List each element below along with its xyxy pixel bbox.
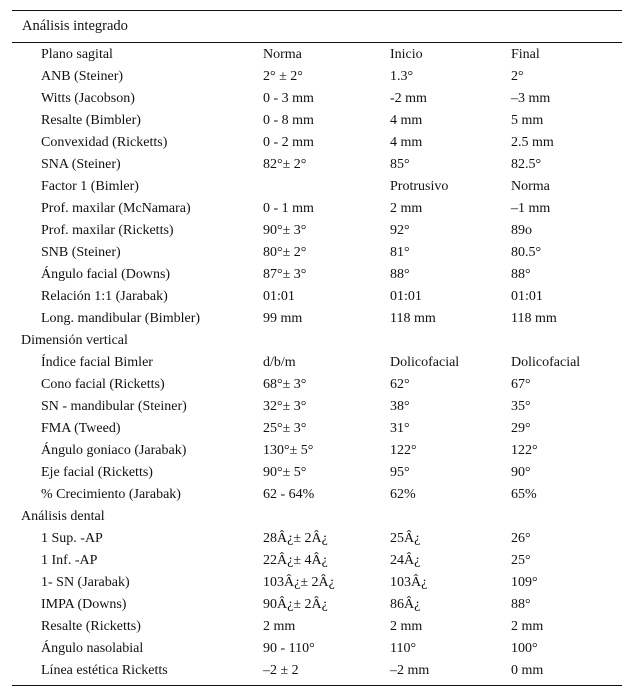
- metric-name: SNB (Steiner): [41, 245, 121, 260]
- norm-value: 32°± 3°: [263, 399, 307, 414]
- table-row: [12, 66, 622, 88]
- metric-name: IMPA (Downs): [41, 597, 127, 612]
- initial-value: 2 mm: [390, 201, 423, 216]
- metric-name: Dimensión vertical: [21, 333, 128, 348]
- final-value: 2 mm: [511, 619, 544, 634]
- table-row: [12, 154, 622, 176]
- norm-value: 22Â¿± 4Â¿: [263, 553, 328, 568]
- table-row: [12, 484, 622, 506]
- table-row: [12, 242, 622, 264]
- metric-name: Prof. maxilar (McNamara): [41, 201, 191, 216]
- norm-value: d/b/m: [263, 355, 296, 370]
- metric-name: Plano sagital: [41, 47, 113, 62]
- metric-name: 1 Inf. -AP: [41, 553, 98, 568]
- metric-name: ANB (Steiner): [41, 69, 124, 84]
- initial-value: Protrusivo: [390, 179, 449, 194]
- metric-name: Cono facial (Ricketts): [41, 377, 165, 392]
- table-body: [12, 43, 622, 685]
- initial-value: 38°: [390, 399, 410, 414]
- table-row: [12, 220, 622, 242]
- metric-name: Ángulo facial (Downs): [41, 267, 171, 282]
- metric-name: Resalte (Ricketts): [41, 619, 141, 634]
- norm-value: 01:01: [263, 289, 295, 304]
- final-value: 100°: [511, 641, 538, 656]
- metric-name: Witts (Jacobson): [41, 91, 135, 106]
- final-value: 88°: [511, 597, 531, 612]
- metric-name: Índice facial Bimler: [41, 355, 153, 370]
- metric-name: Ángulo nasolabial: [41, 641, 144, 656]
- norm-value: 2 mm: [263, 619, 296, 634]
- table-row: [12, 550, 622, 572]
- initial-value: 25Â¿: [390, 531, 421, 546]
- final-value: 5 mm: [511, 113, 544, 128]
- final-value: 109°: [511, 575, 538, 590]
- metric-name: Resalte (Bimbler): [41, 113, 141, 128]
- metric-name: 1 Sup. -AP: [41, 531, 103, 546]
- table-row: [12, 132, 622, 154]
- initial-value: Dolicofacial: [390, 355, 460, 370]
- norm-value: 103Â¿± 2Â¿: [263, 575, 335, 590]
- final-value: 25°: [511, 553, 531, 568]
- final-value: Final: [511, 47, 540, 62]
- initial-value: 86Â¿: [390, 597, 421, 612]
- final-value: 2°: [511, 69, 524, 84]
- initial-value: 103Â¿: [390, 575, 428, 590]
- initial-value: 62°: [390, 377, 410, 392]
- final-value: 80.5°: [511, 245, 542, 260]
- metric-name: SNA (Steiner): [41, 157, 121, 172]
- norm-value: 25°± 3°: [263, 421, 307, 436]
- bottom-rule: [12, 685, 622, 686]
- table-row: [12, 396, 622, 418]
- final-value: 35°: [511, 399, 531, 414]
- initial-value: 92°: [390, 223, 410, 238]
- norm-value: 90°± 5°: [263, 465, 307, 480]
- norm-value: 0 - 2 mm: [263, 135, 314, 150]
- table-row: [12, 286, 622, 308]
- table-row: [12, 638, 622, 660]
- initial-value: 118 mm: [390, 311, 436, 326]
- initial-value: 81°: [390, 245, 410, 260]
- section-header: [12, 330, 622, 352]
- initial-value: 01:01: [390, 289, 422, 304]
- final-value: 122°: [511, 443, 538, 458]
- initial-value: –2 mm: [390, 663, 430, 678]
- norm-value: 68°± 3°: [263, 377, 307, 392]
- final-value: 0 mm: [511, 663, 544, 678]
- final-value: 01:01: [511, 289, 543, 304]
- table-row: [12, 352, 622, 374]
- section-header: [12, 506, 622, 528]
- final-value: 2.5 mm: [511, 135, 554, 150]
- final-value: Dolicofacial: [511, 355, 581, 370]
- initial-value: 95°: [390, 465, 410, 480]
- initial-value: -2 mm: [390, 91, 427, 106]
- table-row: [12, 264, 622, 286]
- norm-value: 62 - 64%: [263, 487, 315, 502]
- metric-name: % Crecimiento (Jarabak): [41, 487, 181, 502]
- metric-name: SN - mandibular (Steiner): [41, 399, 187, 414]
- final-value: 82.5°: [511, 157, 542, 172]
- norm-value: –2 ± 2: [263, 663, 299, 678]
- final-value: 65%: [511, 487, 537, 502]
- metric-name: Línea estética Ricketts: [41, 663, 168, 678]
- initial-value: 85°: [390, 157, 410, 172]
- table-row: [12, 308, 622, 330]
- final-value: –3 mm: [511, 91, 551, 106]
- metric-name: Prof. maxilar (Ricketts): [41, 223, 174, 238]
- metric-name: Ángulo goniaco (Jarabak): [41, 443, 187, 458]
- norm-value: Norma: [263, 47, 302, 62]
- initial-value: 62%: [390, 487, 416, 502]
- final-value: Norma: [511, 179, 550, 194]
- final-value: 89o: [511, 223, 532, 238]
- norm-value: 90 - 110°: [263, 641, 315, 656]
- table-title: Análisis integrado: [22, 18, 128, 34]
- metric-name: Factor 1 (Bimler): [41, 179, 139, 194]
- initial-value: 122°: [390, 443, 417, 458]
- norm-value: 99 mm: [263, 311, 303, 326]
- final-value: –1 mm: [511, 201, 551, 216]
- final-value: 118 mm: [511, 311, 557, 326]
- initial-value: 31°: [390, 421, 410, 436]
- table-row: [12, 572, 622, 594]
- initial-value: 88°: [390, 267, 410, 282]
- table-row: [12, 462, 622, 484]
- table-row: [12, 198, 622, 220]
- metric-name: Long. mandibular (Bimbler): [41, 311, 201, 326]
- initial-value: 24Â¿: [390, 553, 421, 568]
- norm-value: 2° ± 2°: [263, 69, 303, 84]
- table-row: [12, 88, 622, 110]
- final-value: 67°: [511, 377, 531, 392]
- table-row: [12, 110, 622, 132]
- analysis-table: [12, 10, 622, 686]
- metric-name: Eje facial (Ricketts): [41, 465, 153, 480]
- final-value: 88°: [511, 267, 531, 282]
- norm-value: 0 - 1 mm: [263, 201, 314, 216]
- final-value: 26°: [511, 531, 531, 546]
- metric-name: Convexidad (Ricketts): [41, 135, 168, 150]
- norm-value: 90°± 3°: [263, 223, 307, 238]
- metric-name: Análisis dental: [21, 509, 105, 524]
- norm-value: 80°± 2°: [263, 245, 307, 260]
- norm-value: 130°± 5°: [263, 443, 314, 458]
- table-row: [12, 440, 622, 462]
- metric-name: 1- SN (Jarabak): [41, 575, 130, 590]
- initial-value: Inicio: [390, 47, 423, 62]
- metric-name: Relación 1:1 (Jarabak): [41, 289, 168, 304]
- table-row: [12, 616, 622, 638]
- final-value: 29°: [511, 421, 531, 436]
- initial-value: 1.3°: [390, 69, 414, 84]
- norm-value: 28Â¿± 2Â¿: [263, 531, 328, 546]
- norm-value: 87°± 3°: [263, 267, 307, 282]
- norm-value: 0 - 8 mm: [263, 113, 314, 128]
- norm-value: 0 - 3 mm: [263, 91, 314, 106]
- table-row: [12, 176, 622, 198]
- norm-value: 82°± 2°: [263, 157, 307, 172]
- final-value: 90°: [511, 465, 531, 480]
- table-row: [12, 374, 622, 396]
- metric-name: FMA (Tweed): [41, 421, 121, 436]
- table-row: [12, 594, 622, 616]
- table-row: [12, 528, 622, 550]
- column-header-row: [12, 44, 622, 66]
- norm-value: 90Â¿± 2Â¿: [263, 597, 328, 612]
- table-row: [12, 660, 622, 682]
- initial-value: 110°: [390, 641, 417, 656]
- initial-value: 4 mm: [390, 135, 423, 150]
- table-row: [12, 418, 622, 440]
- initial-value: 2 mm: [390, 619, 423, 634]
- initial-value: 4 mm: [390, 113, 423, 128]
